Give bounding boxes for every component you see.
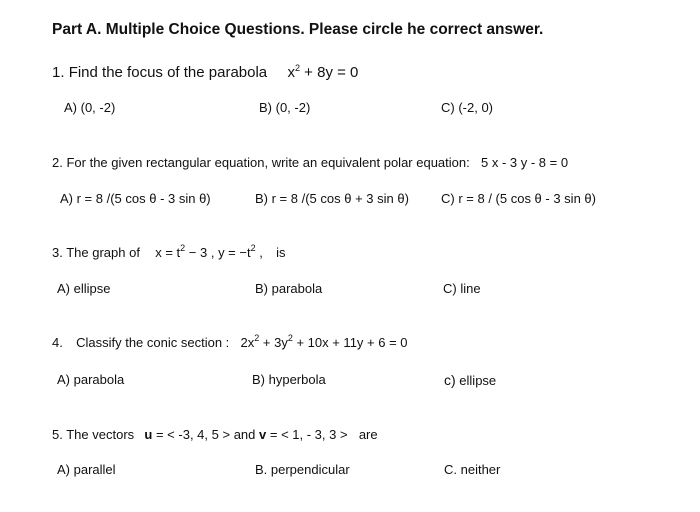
question-number: 5.	[52, 427, 63, 442]
question-number: 1.	[52, 64, 65, 81]
question-prompt: For the given rectangular equation, write an equivalent polar equation:	[66, 155, 470, 170]
q4-option-b[interactable]: B) hyperbola	[252, 372, 326, 387]
question-prompt: The graph of	[66, 245, 140, 260]
q3-option-c[interactable]: C) line	[443, 281, 481, 296]
q3-option-a[interactable]: A) ellipse	[57, 281, 111, 296]
question-equation: 5 x - 3 y - 8 = 0	[480, 155, 569, 170]
q1-option-b[interactable]: B) (0, -2)	[259, 100, 311, 115]
q5-option-a[interactable]: A) parallel	[57, 462, 116, 477]
q2-option-b[interactable]: B) r = 8 /(5 cos θ + 3 sin θ)	[255, 191, 409, 206]
question-prompt: Find the focus of the parabola	[68, 64, 268, 81]
q4-option-c[interactable]: c) ellipse	[444, 372, 497, 388]
q5-option-b[interactable]: B. perpendicular	[255, 462, 350, 477]
question-number: 4.	[52, 335, 63, 350]
q1-option-c[interactable]: C) (-2, 0)	[441, 100, 493, 115]
question-3	[52, 243, 286, 260]
question-4	[52, 333, 408, 350]
question-5: 5. The vectors u = < -3, 4, 5 > and v = < 1, - 3, 3 > are	[52, 427, 378, 442]
question-equation: $2x^2 + 3y^2 + 10x + 11y + 6 = 0$	[240, 333, 408, 350]
q4-option-a[interactable]: A) parabola	[57, 372, 125, 387]
question-prompt: The vectors	[66, 427, 135, 442]
q2-option-c[interactable]: C) r = 8 / (5 cos θ - 3 sin θ)	[441, 191, 596, 206]
q1-option-a[interactable]: A) (0, -2)	[64, 100, 116, 115]
question-number: 2.	[52, 155, 63, 170]
q2-option-a[interactable]: A) r = 8 /(5 cos θ - 3 sin θ)	[60, 191, 211, 206]
q5-option-c[interactable]: C. neither	[444, 462, 501, 477]
question-number: 3.	[52, 245, 63, 260]
q3-option-b[interactable]: B) parabola	[255, 281, 323, 296]
vector-u: u	[144, 427, 153, 442]
question-suffix: is	[276, 245, 286, 260]
question-1	[52, 65, 358, 80]
page-heading: Part A. Multiple Choice Questions. Please circle he correct answer.	[52, 21, 544, 38]
vector-v: v	[259, 427, 267, 442]
question-equation-y: $y = -t^2$ ,	[218, 243, 263, 260]
question-equation-x: $x = t^2 - 3$ ,	[155, 243, 215, 260]
question-2	[52, 156, 568, 169]
question-prompt: Classify the conic section :	[76, 335, 230, 350]
question-equation: $x^2 + 8y = 0$	[287, 63, 359, 81]
